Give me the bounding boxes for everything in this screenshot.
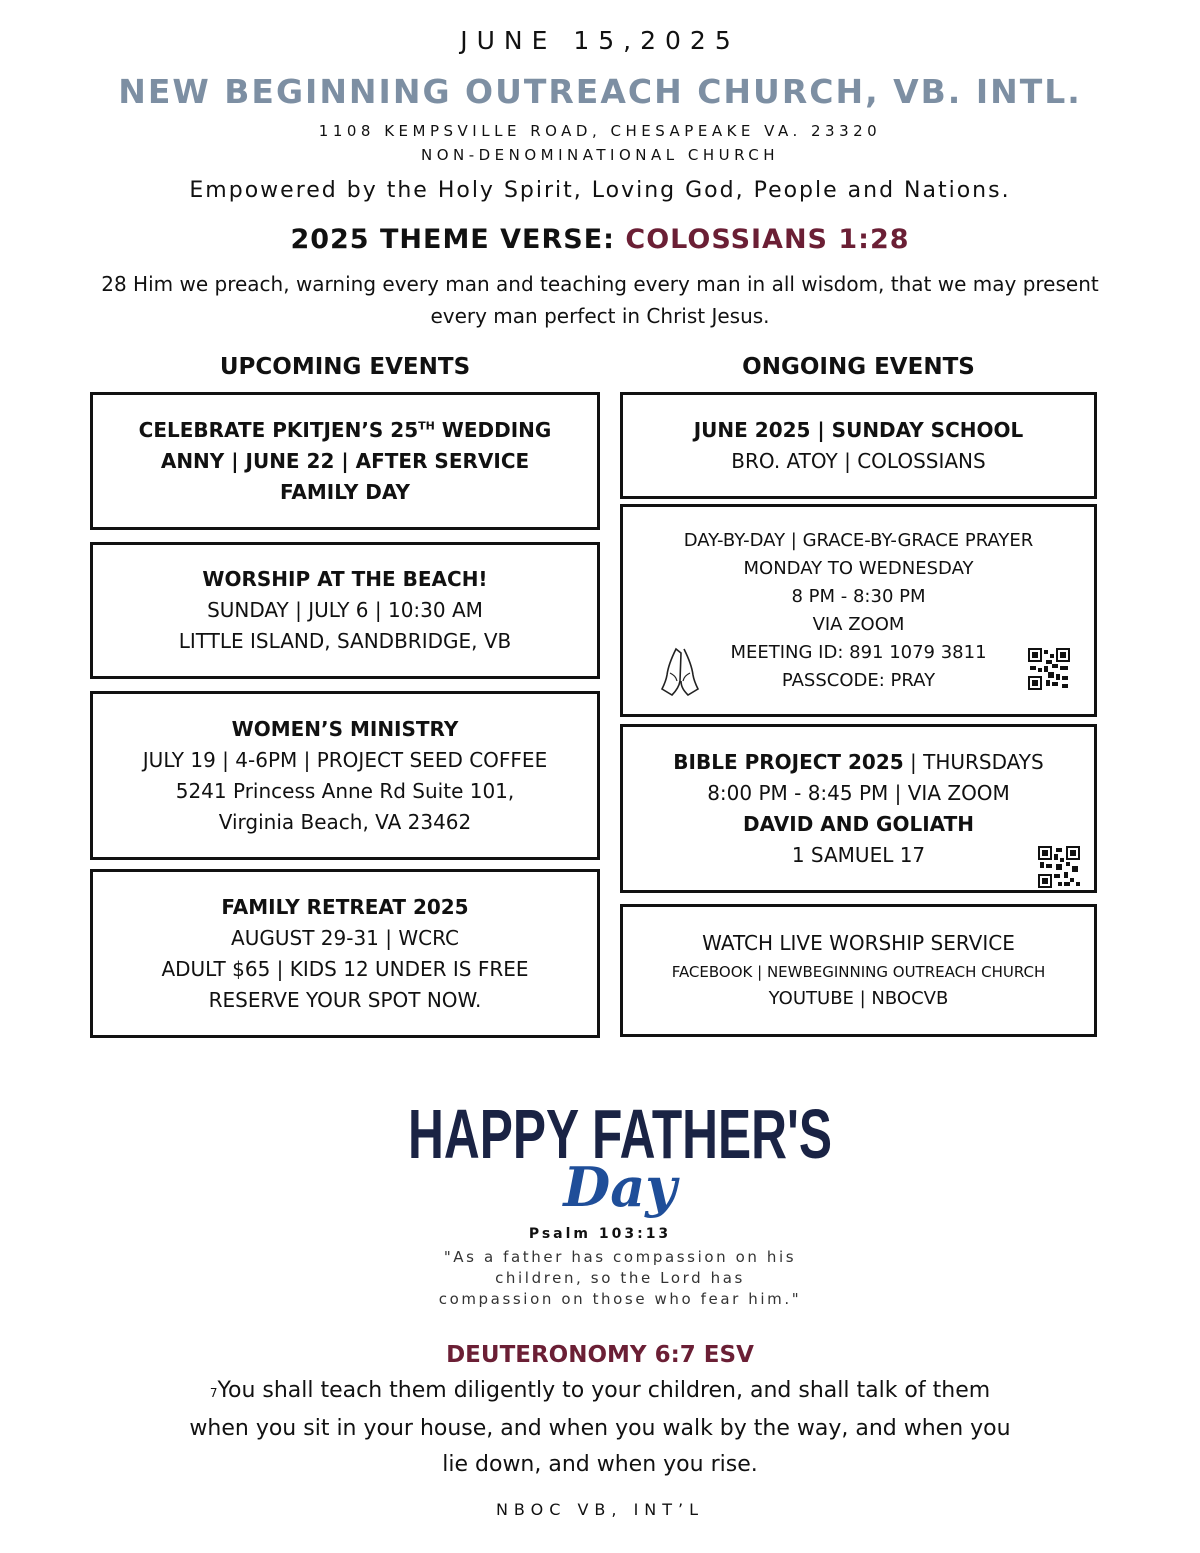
qr-code-icon[interactable] bbox=[1038, 846, 1080, 888]
ongoing-events-heading: ONGOING EVENTS bbox=[742, 354, 975, 380]
event-title: JUNE 2025 | SUNDAY SCHOOL bbox=[693, 417, 1024, 442]
church-address: 1108 KEMPSVILLE ROAD, CHESAPEAKE VA. 23320 bbox=[318, 122, 882, 140]
theme-verse-text: 28 Him we preach, warning every man and teaching every man in all wisdom, that we may present every man perfect in Christ Jesus. bbox=[101, 272, 1099, 328]
facebook-link[interactable]: FACEBOOK | NEWBEGINNING OUTREACH CHURCH bbox=[671, 963, 1046, 981]
event-card-anniversary bbox=[90, 392, 600, 530]
theme-verse-heading bbox=[0, 224, 1200, 255]
theme-label: 2025 THEME VERSE: bbox=[290, 224, 626, 255]
zoom-passcode: PASSCODE: PRAY bbox=[781, 669, 936, 691]
event-title: FAMILY RETREAT 2025 bbox=[221, 894, 469, 919]
event-card-bible-project bbox=[620, 724, 1097, 893]
qr-code-icon[interactable] bbox=[1028, 648, 1070, 690]
event-detail-line: ANNY | JUNE 22 | AFTER SERVICE bbox=[160, 448, 530, 473]
event-detail-line: SUNDAY | JULY 6 | 10:30 AM bbox=[207, 598, 483, 622]
church-name: NEW BEGINNING OUTREACH CHURCH, VB. INTL. bbox=[118, 72, 1082, 111]
upcoming-events-heading: UPCOMING EVENTS bbox=[219, 354, 471, 380]
event-title: WORSHIP AT THE BEACH! bbox=[202, 567, 488, 591]
event-card-womens-ministry bbox=[90, 691, 600, 860]
zoom-meeting-id: MEETING ID: 891 1079 3811 bbox=[730, 641, 987, 663]
event-detail-line: DAVID AND GOLIATH bbox=[743, 811, 974, 836]
event-detail-line: FAMILY DAY bbox=[280, 479, 410, 504]
fathers-day-title: HAPPY FATHER'S bbox=[408, 1095, 832, 1173]
event-detail-line: 8 PM - 8:30 PM bbox=[791, 585, 926, 607]
event-card-live-worship bbox=[620, 904, 1097, 1037]
tagline: Empowered by the Holy Spirit, Loving God, People and Nations. bbox=[189, 178, 1011, 203]
event-detail-line: Virginia Beach, VA 23462 bbox=[218, 809, 472, 834]
footer-signature: NBOC VB, INT’L bbox=[495, 1500, 705, 1519]
event-detail-line: 5241 Princess Anne Rd Suite 101, bbox=[175, 778, 515, 803]
event-detail-line: RESERVE YOUR SPOT NOW. bbox=[208, 987, 482, 1012]
youtube-link[interactable]: YOUTUBE | NBOCVB bbox=[768, 988, 949, 1009]
event-title-line: CELEBRATE PKITJEN’S 25TH WEDDING bbox=[138, 417, 552, 442]
psalm-quote: "As a father has compassion on his children, so the Lord has compassion on those who fear him." bbox=[438, 1248, 802, 1308]
event-card-sunday-school bbox=[620, 392, 1097, 499]
event-detail-line: 8:00 PM - 8:45 PM | VIA ZOOM bbox=[707, 780, 1010, 805]
event-title: BIBLE PROJECT 2025 | THURSDAYS bbox=[673, 749, 1044, 774]
event-card-beach-worship bbox=[90, 542, 600, 679]
denomination: NON-DENOMINATIONAL CHURCH bbox=[420, 146, 780, 164]
deuteronomy-verse: 7You shall teach them diligently to your children, and shall talk of them when you sit in your house, and when you walk by the way, and when you lie down, and when you rise. bbox=[189, 1378, 1011, 1477]
event-card-family-retreat bbox=[90, 869, 600, 1038]
bulletin-date: JUNE 15,2025 bbox=[460, 26, 740, 55]
event-detail-line: AUGUST 29-31 | WCRC bbox=[231, 925, 459, 950]
event-detail-line: VIA ZOOM bbox=[812, 613, 905, 635]
event-detail-line: LITTLE ISLAND, SANDBRIDGE, VB bbox=[178, 629, 512, 653]
event-title: WATCH LIVE WORSHIP SERVICE bbox=[702, 931, 1015, 955]
event-detail-line: ADULT $65 | KIDS 12 UNDER IS FREE bbox=[161, 956, 529, 981]
theme-reference: COLOSSIANS 1:28 bbox=[625, 224, 910, 255]
event-detail-line: JULY 19 | 4-6PM | PROJECT SEED COFFEE bbox=[142, 747, 548, 772]
praying-hands-icon bbox=[658, 643, 706, 697]
event-detail-line: BRO. ATOY | COLOSSIANS bbox=[731, 448, 986, 473]
fathers-day-script: Day bbox=[563, 1155, 677, 1219]
deuteronomy-reference: DEUTERONOMY 6:7 ESV bbox=[446, 1342, 754, 1368]
fathers-day-graphic bbox=[400, 1094, 840, 1224]
psalm-reference: Psalm 103:13 bbox=[528, 1226, 672, 1242]
event-title: DAY-BY-DAY | GRACE-BY-GRACE PRAYER bbox=[683, 529, 1034, 551]
event-detail-line: 1 SAMUEL 17 bbox=[791, 842, 926, 867]
event-detail-line: MONDAY TO WEDNESDAY bbox=[743, 557, 974, 579]
event-title: WOMEN’S MINISTRY bbox=[231, 716, 459, 741]
verse-number: 7 bbox=[209, 1386, 218, 1400]
